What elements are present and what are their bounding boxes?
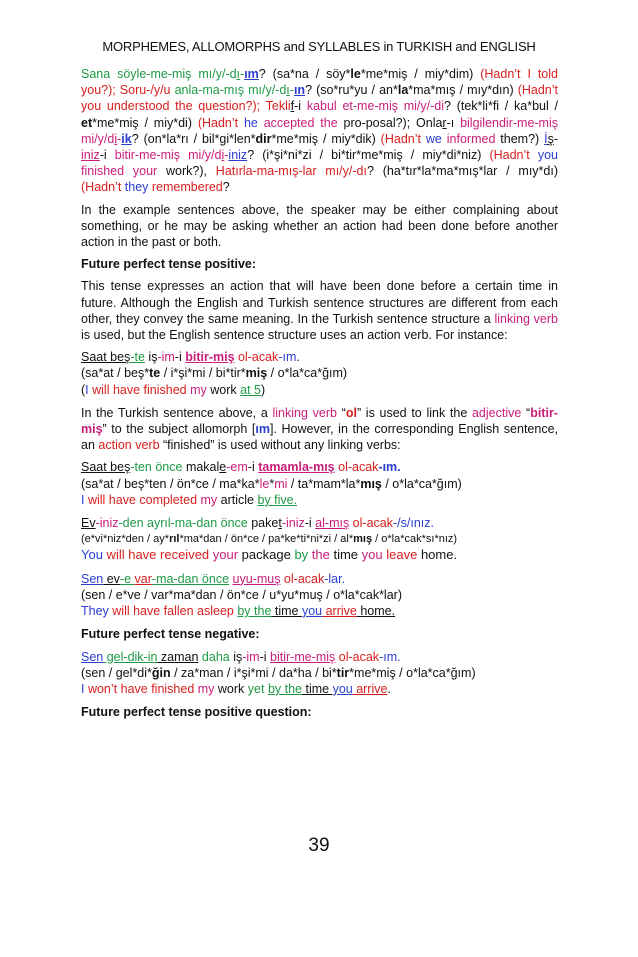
paragraph-linking-verb: In the Turkish sentence above, a linking verb “ol” is used to link the adjective “bitir-miş” to the subject allomorph [ım]. However, in the corresponding English sentence, an action verb “finished” is used without any linking verbs: bbox=[81, 405, 559, 453]
example-3-english: You will have received your package by the time you leave home. bbox=[81, 547, 458, 563]
example-3-syllables: (e*vi*niz*den / ay*rıl*ma*dan / ön*ce / pa*ke*ti*ni*zi / al*mış / o*la*cak*sı*nız) bbox=[81, 533, 458, 546]
page-content bbox=[81, 66, 558, 726]
example-4-syllables: (sen / e*ve / var*ma*dan / ön*ce / u*yu*muş / o*la*cak*lar) bbox=[81, 587, 402, 602]
heading-future-perfect-question: Future perfect tense positive question: bbox=[81, 705, 312, 720]
example-3 bbox=[81, 515, 558, 564]
example-1-english: (I will have finished my work at 5) bbox=[81, 382, 266, 397]
example-4-turkish: Sen ev-e var-ma-dan önce uyu-muş ol-acak-lar. bbox=[81, 571, 346, 586]
example-3-turkish: Ev-iniz-den ayrıl-ma-dan önce paket-iniz-i al-mış ol-acak-/s/ınız. bbox=[81, 516, 434, 531]
example-2-syllables: (sa*at / beş*ten / ön*ce / ma*ka*le*mi / ta*mam*la*mış / o*la*ca*ğım) bbox=[81, 476, 462, 491]
running-header: MORPHEMES, ALLOMORPHS and SYLLABLES in TURKISH and ENGLISH bbox=[102, 39, 536, 54]
example-5-turkish: Sen gel-dik-in zaman daha iş-im-i bitir-me-miş ol-acak-ım. bbox=[81, 649, 401, 664]
example-4-english: They will have fallen asleep by the time you arrive home. bbox=[81, 604, 396, 619]
heading-future-perfect-positive: Future perfect tense positive: bbox=[81, 257, 257, 272]
paragraph-past-perfect-questions: Sana söyle-me-miş mı/y/-dı-ım? (sa*na / söy*le*me*miş / miy*dim) (Hadn’t I told you?); Soru-/y/u anla-ma-mış mı/y/-dı-ın? (so*ru*yu / an*la*ma*mış / mıy*dın) (Hadn’t you understood the question?); Teklif-i kabul et-me-miş mi/y/-di? (tek*li*fi / ka*bul / et*me*miş / miy*di) (Hadn’t he accepted the pro-posal?); Onlar-ı bilgilendir-me-miş mi/y/di-ik? (on*la*rı / bil*gi*len*dir*me*miş / miy*dik) (Hadn’t we informed them?) İş-iniz-i bitir-me-miş mi/y/di-iniz? (i*şi*ni*zi / bi*tir*me*miş / miy*di*niz) (Hadn’t you finished your work?), Hatırla-ma-mış-lar mı/y/-dı? (ha*tır*la*ma*mış*lar / mıy*dı) (Hadn’t they remembered? bbox=[81, 67, 558, 195]
example-5-syllables: (sen / gel*di*ğin / za*man / i*şi*mi / da*ha / bi*tir*me*miş / o*la*ca*ğım) bbox=[81, 665, 476, 680]
example-1 bbox=[81, 349, 558, 398]
page-number: 39 bbox=[308, 835, 330, 856]
heading-future-perfect-negative: Future perfect tense negative: bbox=[81, 627, 260, 642]
example-4 bbox=[81, 571, 558, 620]
example-2 bbox=[81, 459, 558, 508]
example-5-english: I won’t have finished my work yet by the time you arrive. bbox=[81, 681, 391, 696]
example-2-turkish: Saat beş-ten önce makale-em-i tamamla-mış ol-acak-ım. bbox=[81, 460, 401, 475]
example-1-syllables: (sa*at / beş*te / i*şi*mi / bi*tir*miş / o*la*ca*ğım) bbox=[81, 366, 348, 381]
example-1-turkish: Saat beş-te iş-im-i bitir-miş ol-acak-ım. bbox=[81, 350, 300, 365]
example-2-english: I will have completed my article by five. bbox=[81, 492, 298, 507]
paragraph-future-perfect-intro: This tense expresses an action that will have been done before a certain time in future. Although the English and Turkish sentence structures are different from each other, they convey the same meaning. In the Turkish sentence structure a linking verb is used, but the English sentence structure uses an action verb. For instance: bbox=[81, 279, 558, 343]
paragraph-explanation: In the example sentences above, the speaker may be either complaining about something, or he may be asking whether an action had been done before another action in the past or both. bbox=[81, 202, 558, 250]
example-5 bbox=[81, 649, 558, 698]
